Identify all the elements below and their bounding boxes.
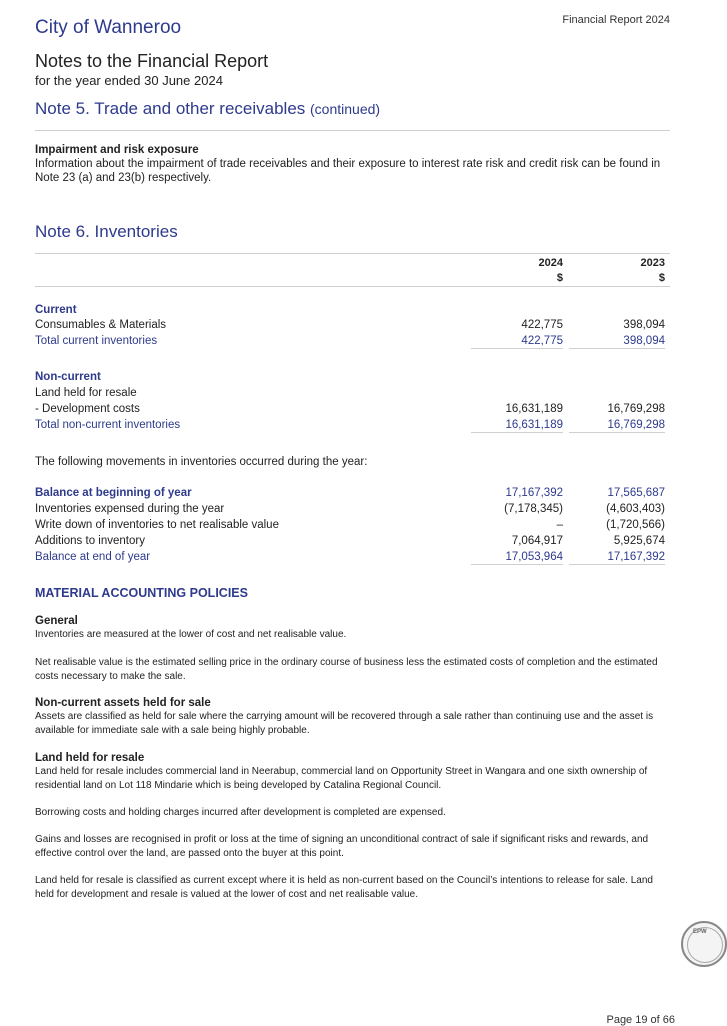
row-value-2023: (1,720,566) [606, 519, 665, 531]
impairment-heading: Impairment and risk exposure [35, 144, 199, 156]
table-row [35, 503, 665, 519]
page-title: Notes to the Financial Report [35, 51, 269, 71]
col-2023: 2023 [640, 257, 665, 269]
row-value-2024: 7,064,917 [511, 535, 563, 547]
row-value-2024: 422,775 [471, 335, 563, 349]
unit-2023: $ [658, 272, 665, 284]
row-label: Balance at end of year [35, 551, 151, 563]
ncahs-heading: Non-current assets held for sale [35, 697, 211, 709]
column-years [35, 257, 665, 273]
general-paragraph: Net realisable value is the estimated selling price in the ordinary course of business less the estimated costs of completion and the estimated costs necessary to make the sale. [35, 657, 658, 682]
note5-continued: (continued) [310, 101, 381, 117]
organisation-name: City of Wanneroo [35, 17, 182, 38]
row-value-2023: 398,094 [569, 335, 665, 349]
row-label: - Development costs [35, 403, 140, 415]
table-row [35, 319, 665, 335]
audit-seal-icon [681, 921, 727, 967]
divider [35, 130, 670, 131]
report-label: Financial Report 2024 [562, 14, 670, 26]
current-label: Current [35, 304, 77, 316]
row-label: Balance at beginning of year [35, 487, 192, 499]
general-heading: General [35, 615, 78, 627]
row-value-2023: 5,925,674 [613, 535, 665, 547]
row-label: Inventories expensed during the year [35, 503, 225, 515]
row-value-2024: 17,053,964 [471, 551, 563, 565]
row-value-2023: 16,769,298 [569, 419, 665, 433]
row-value-2024: 17,167,392 [505, 487, 563, 499]
noncurrent-label: Non-current [35, 371, 101, 383]
land-paragraph: Gains and losses are recognised in profit or loss at the time of signing an unconditional contract of sale if significant risks and rewards, and effective control over the land, are passed onto the buyer at this point. [35, 834, 649, 859]
opening-balance-row [35, 487, 665, 503]
divider [35, 253, 670, 254]
row-value-2023: 398,094 [623, 319, 665, 331]
row-label: Consumables & Materials [35, 319, 167, 331]
unit-2024: $ [556, 272, 563, 284]
row-value-2024: – [556, 519, 563, 531]
row-label: Land held for resale [35, 387, 137, 399]
row-value-2024: 422,775 [521, 319, 563, 331]
land-paragraph: Land held for resale includes commercial land in Neerabup, commercial land on Opportunity Street in Wangara and one sixth ownership of residential land on Lot 118 Mindarie which is being developed by Catalina Regional Council. [35, 766, 648, 791]
table-row [35, 403, 665, 419]
ncahs-paragraph: Assets are classified as held for sale where the carrying amount will be recovered through a sale rather than continuing use and the asset is available for immediate sale with a sale being highly probable. [35, 711, 654, 736]
impairment-text: Information about the impairment of trade receivables and their exposure to interest rate risk and credit risk can be found in Note 23 (a) and 23(b) respectively. [35, 158, 661, 184]
noncurrent-total-row [35, 419, 665, 435]
seal-text: EPW [693, 929, 707, 935]
policies-heading: MATERIAL ACCOUNTING POLICIES [35, 586, 248, 600]
row-value-2023: (4,603,403) [606, 503, 665, 515]
row-value-2023: 16,769,298 [607, 403, 665, 415]
movements-intro: The following movements in inventories occurred during the year: [35, 456, 368, 468]
page-subtitle: for the year ended 30 June 2024 [35, 73, 223, 88]
row-value-2023: 17,167,392 [569, 551, 665, 565]
col-2024: 2024 [538, 257, 563, 269]
current-total-row [35, 335, 665, 351]
land-heading: Land held for resale [35, 752, 145, 764]
row-label: Total current inventories [35, 335, 158, 347]
row-label: Write down of inventories to net realisable value [35, 519, 279, 531]
table-row [35, 519, 665, 535]
table-row [35, 535, 665, 551]
page-number: Page 19 of 66 [606, 1014, 675, 1026]
row-value-2024: 16,631,189 [471, 419, 563, 433]
divider [35, 286, 670, 287]
row-label: Additions to inventory [35, 535, 145, 547]
table-row [35, 387, 665, 403]
note6-heading: Note 6. Inventories [35, 222, 178, 241]
row-value-2023: 17,565,687 [607, 487, 665, 499]
note5-heading-text: Note 5. Trade and other receivables [35, 99, 306, 118]
row-value-2024: 16,631,189 [505, 403, 563, 415]
general-paragraph: Inventories are measured at the lower of cost and net realisable value. [35, 629, 347, 640]
land-paragraph: Borrowing costs and holding charges incurred after development is completed are expensed. [35, 807, 446, 818]
row-value-2024: (7,178,345) [504, 503, 563, 515]
closing-balance-row [35, 551, 665, 567]
seal-ring [687, 927, 723, 963]
row-label: Total non-current inventories [35, 419, 181, 431]
note5-heading [35, 99, 380, 119]
land-paragraph: Land held for resale is classified as current except where it is held as non-current based on the Council’s intentions to release for sale. Land held for development and resale is valued at the lower of cost and net realisable value. [35, 875, 653, 900]
